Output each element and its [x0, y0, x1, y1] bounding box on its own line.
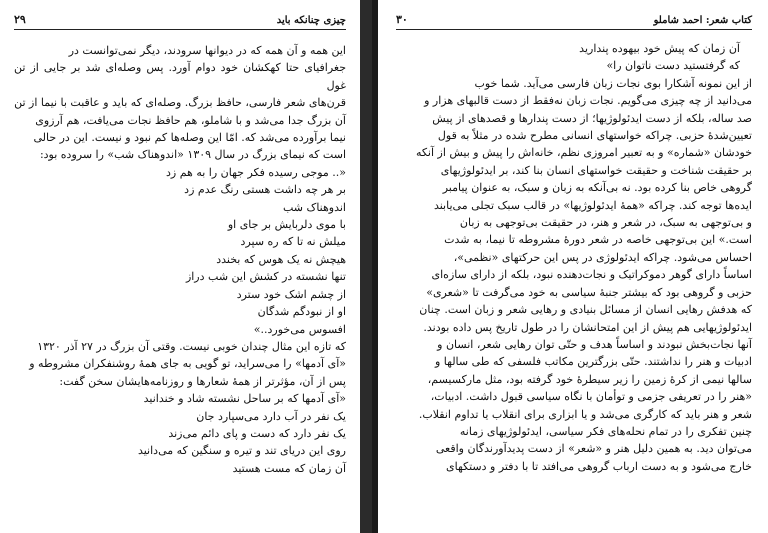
- text-line: جغرافیای حتا کهکشان خود دوام آورد. پس وصله‌ای شد بر جایی از تن غول: [14, 61, 346, 92]
- poem-line: یک نفر دارد که دست و پای دائم می‌زند: [168, 426, 346, 440]
- text-line: «آی آدمها» را می‌سراید، تو گویی به جای همهٔ روشنفکران مشروطه و: [29, 357, 346, 371]
- text-line: خارج می‌شود و به دست ارباب گروهی می‌افتد تا با دفتر و دستکهای: [446, 459, 752, 473]
- text-line: این همه و آن همه که در دیوانها سرودند، دیگر نمی‌توانست در: [68, 44, 346, 57]
- text-line: احساس می‌شود. چراکه ایدئولوژی در پس این حرکتهای «نظمی»،: [453, 250, 752, 264]
- text-line: صد ساله، بلکه از دست ایدئولوژیها؛ از دست پندارها و قصدهای از پیش: [432, 111, 752, 125]
- poem-line: تنها نشسته در کشش این شب دراز: [185, 270, 346, 284]
- text-line: شعر و هنر باید که کارگری می‌شد و یا ابزاری برای انقلاب یا تداوم انقلاب.: [418, 407, 752, 421]
- text-line: خودشان «شماره» و به تعبیر امروزی نظم، خانه‌اش را پیش و بیش از آنکه: [415, 146, 752, 160]
- page-body: [14, 42, 346, 477]
- text-line: و بی‌توجهی به سبک، در شعر و هنر، در حقیقت بی‌توجهی به زبان: [459, 216, 752, 230]
- poem-line: اندوهناک شب: [282, 200, 346, 214]
- text-line: بر حقیقت شناخت و حقیقت خواستهای انسان بنا کند، بر ایدئولوژیهای: [440, 163, 752, 177]
- poem-line: آن زمان که مست هستید: [232, 461, 346, 475]
- text-line: ایدئولوژیهایی هم پیش از این امتحانشان را در طول تاریخ پس داده بودند.: [423, 320, 752, 334]
- poem-line: از چشم اشک خود سترد: [236, 287, 346, 301]
- poem-line: «.. موجی رسیده فکر جهان را به هم زد: [166, 165, 346, 179]
- text-line: نیما برآورده می‌شد که. امّا این وصله‌ها کم نبود و نیست. این در حالی: [33, 131, 346, 145]
- page-number: ۲۹: [14, 13, 26, 26]
- poem-line: میلش نه تا که ره سپرد: [240, 235, 346, 249]
- page-body: [396, 40, 752, 475]
- text-line: می‌توان دید. به همین دلیل هنر و «شعر» از دست پدیدآورندگان واقعی: [435, 442, 752, 456]
- page-header: [396, 10, 752, 30]
- text-line: است که نیمای بزرگ در سال ۱۳۰۹ «اندوهناک شب» را سروده بود:: [39, 148, 346, 162]
- text-line: حزبی و گروهی بود که بیشتر جنبهٔ سیاسی به خود می‌گرفت تا «شعری»: [426, 285, 752, 299]
- page-number: ۳۰: [396, 13, 408, 26]
- text-line: «هنر را در تعریفی جزمی و توأمان با نگاه سیاسی قبول داشت. ادبیات،: [430, 390, 752, 404]
- right-page: [378, 0, 768, 533]
- poem-line: هیچش نه یک هوس که بخندد: [216, 252, 346, 266]
- running-title: چیزی چنانکه باید: [276, 15, 346, 26]
- poem-line: او از نبودگم شدگان: [257, 305, 346, 319]
- text-line: آن بزرگ جدا می‌شد و با شاملو، هم حافظ نجات می‌یافت، هم آرزوی: [35, 113, 346, 127]
- poem-line: یک نفر در آب دارد می‌سپارد جان: [196, 409, 346, 423]
- poem-line: افسوس می‌خورد..»: [253, 322, 346, 336]
- text-line: آنها نجات‌بخش نبودند و اساساً هدف و حتّی توان رهایی شعر، انسان و: [437, 337, 752, 351]
- text-line: ادبیات و هنر را نداشتند. حتّی بزرگترین مکاتب فلسفی که طی سالها و: [434, 355, 752, 369]
- poem-line: که گرفتستید دست ناتوان را»: [606, 59, 740, 73]
- poem-line: آن زمان که پیش خود بیهوده پندارید: [579, 42, 740, 55]
- text-line: قرن‌های شعر فارسی، حافظ بزرگ. وصله‌ای که باید و عاقبت با نیما از تن: [14, 96, 346, 110]
- text-line: ایده‌ها توجه کند. چراکه «همهٔ ایدئولوژیها» در قالب سبک تجلی می‌یابند: [433, 198, 752, 212]
- text-line: است.» این بی‌توجهی خاصه در شعر دورهٔ مشروطه تا نیما، به شدت: [444, 233, 752, 247]
- text-line: اساساً دارای گوهر دموکراتیک و نجات‌دهنده نبود، بلکه از دارای سازه‌ای: [431, 268, 752, 282]
- poem-line: با موی دلربایش بر جای او: [227, 218, 346, 232]
- poem-line: بر هر چه داشت هستی رنگ عدم زد: [184, 183, 346, 197]
- running-title: کتاب شعر: احمد شاملو: [653, 15, 752, 26]
- text-line: سالها نیمی از کرهٔ زمین را زیر سیطرهٔ خود گرفته بود، مثل مارکسیسم،: [427, 372, 752, 386]
- text-line: می‌دانید از چه چیزی می‌گویم. نجات زبان نه‌فقط از دست قالبهای هزار و: [424, 94, 752, 108]
- text-line: از این نمونه آشکارا بوی نجات زبان فارسی می‌آید. شما خوب: [474, 76, 752, 90]
- poem-line: روی این دریای تند و تیره و سنگین که می‌دانید: [137, 444, 346, 458]
- text-line: تعیین‌شدهٔ حزبی. چراکه خواستهای انسانی مطرح شده در مثلاً به قول: [437, 129, 752, 143]
- left-page: [0, 0, 360, 533]
- text-line: که تازه این مثال چندان خوبی نیست. وقتی آن بزرگ در ۲۷ آذر ۱۳۲۰: [37, 339, 346, 353]
- text-line: که هدفش رهایی انسان از مسائل بنیادی و رهایی شعر و زبان است. چنان: [419, 303, 752, 317]
- page-header: [14, 10, 346, 30]
- text-line: پس از آن، مؤثرتر از همهٔ شعارها و روزنامه‌هایشان سخن گفت:: [59, 374, 346, 388]
- text-line: چنین تفکری را در تمام نحله‌های فکر سیاسی، ایدئولوژیهای زمانه: [459, 424, 752, 438]
- text-line: گروهی خاص بنا کرده بود. نه بی‌آنکه به زبان و سبک، به عنوان پیامبر: [442, 181, 752, 195]
- poem-line: «آی آدمها که بر ساحل نشسته شاد و خندانید: [143, 392, 346, 406]
